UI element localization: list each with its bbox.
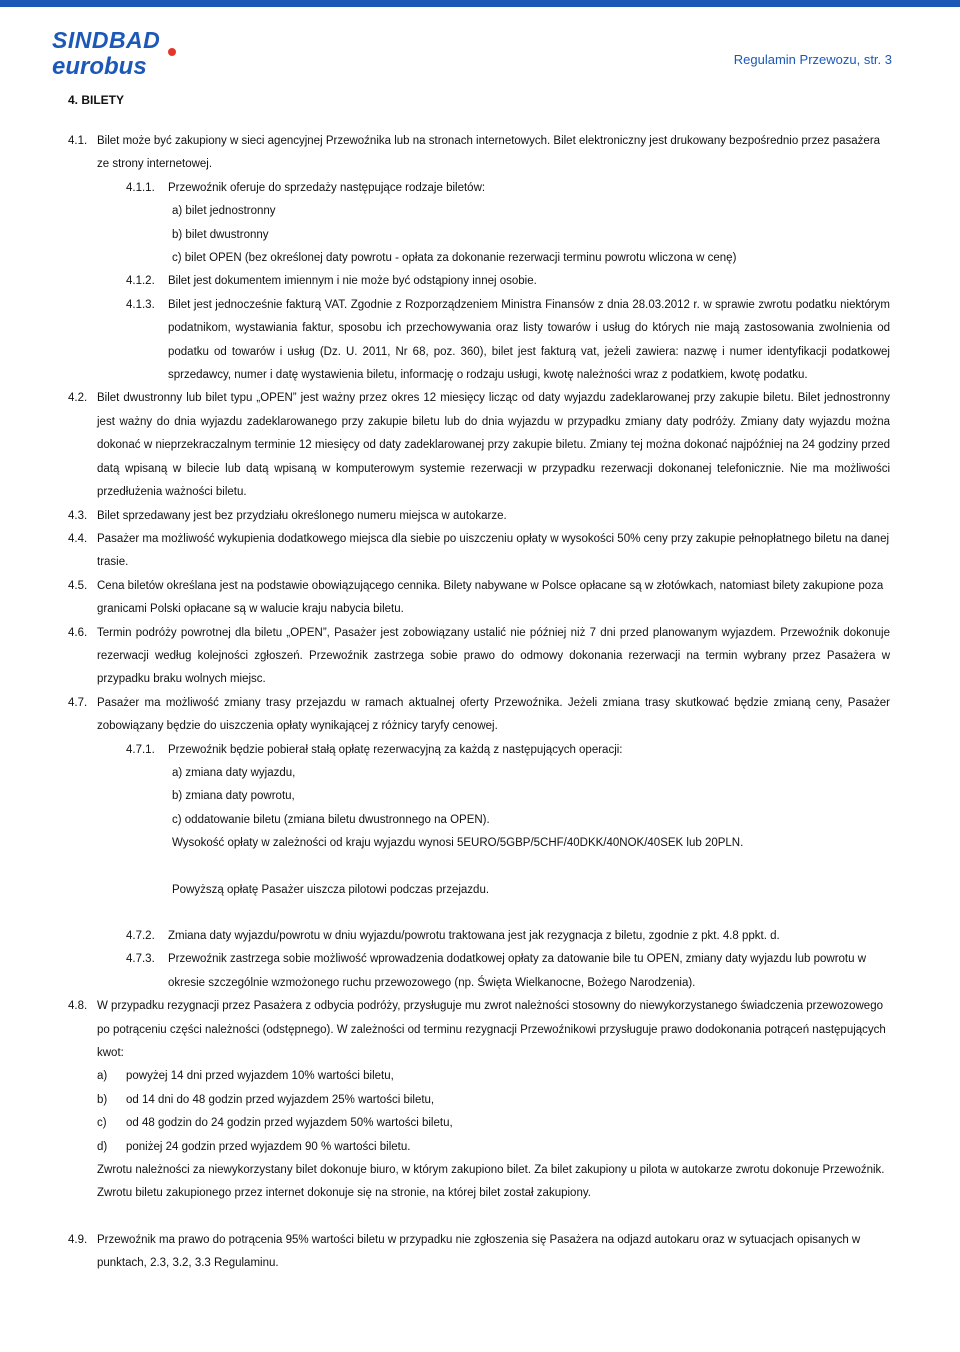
item-number: 4.1.1. xyxy=(126,181,155,194)
item-number: 4.7.3. xyxy=(126,953,155,966)
item-number: 4.5. xyxy=(68,579,88,592)
fee-payment-note: Powyższą opłatę Pasażer uiszcza pilotowi podczas przejazdu. xyxy=(172,883,490,896)
ticket-type-a: a) bilet jednostronny xyxy=(172,205,276,218)
logo-top-text: SINDBAD xyxy=(52,27,161,53)
item-4-1-1 xyxy=(0,177,960,200)
fee-operation-c: c) oddatowanie biletu (zmiana biletu dwustronnego na OPEN). xyxy=(172,813,490,826)
page-reference: Regulamin Przewozu, str. 3 xyxy=(733,52,892,67)
section-title: 4. BILETY xyxy=(68,93,125,107)
item-text: W przypadku rezygnacji przez Pasażera z odbycia podróży, przysługuje mu zwrot należności stosowny do niewykorzystanego świadczenia przewozowego po potrąceniu części należności (odstępnego). W zależności od terminu rezygnacji Przewoźnikowi przysługuje prawo dodokonania potrąceń następujących kwot: xyxy=(97,1000,886,1060)
item-4-7-2 xyxy=(0,925,960,948)
item-number: 4.7. xyxy=(68,696,88,709)
logo-dot-icon xyxy=(168,48,176,56)
item-4-4 xyxy=(0,528,960,575)
fee-operation-b: b) zmiana daty powrotu, xyxy=(172,790,295,803)
item-number: 4.1.2. xyxy=(126,275,155,288)
item-number: 4.1. xyxy=(68,135,88,147)
ticket-type-b: b) bilet dwustronny xyxy=(172,228,269,241)
item-text: Zmiana daty wyjazdu/powrotu w dniu wyjazdu/powrotu traktowana jest jak rezygnacja z biletu, zgodnie z pkt. 4.8 ppkt. d. xyxy=(168,930,780,942)
item-text: Przewoźnik zastrzega sobie możliwość wprowadzenia dodatkowej opłaty za datowanie bile tu OPEN, zmiany daty wyjazdu lub powrotu w okresie szczególnie wzmożonego ruchu przewozowego (np. Święta Wielkanocne, Bożego Narodzenia). xyxy=(168,953,867,989)
item-number: 4.7.1. xyxy=(126,743,155,756)
item-4-6 xyxy=(0,622,960,692)
deduction-c: c) od 48 godzin do 24 godzin przed wyjazdem 50% wartości biletu, xyxy=(97,1117,453,1130)
item-text: Przewoźnik ma prawo do potrącenia 95% wartości biletu w przypadku nie zgłoszenia się Pasażera na odjazd autokaru oraz w sytuacjach opisanych w punktach, 2.3, 3.2, 3.3 Regulaminu. xyxy=(97,1233,861,1270)
item-4-1-2 xyxy=(0,270,960,293)
item-number: 4.6. xyxy=(68,626,88,639)
item-number: 4.7.2. xyxy=(126,930,155,942)
item-4-3 xyxy=(0,505,960,528)
item-4-5 xyxy=(0,575,960,622)
item-4-7 xyxy=(0,692,960,739)
item-text: Przewoźnik oferuje do sprzedaży następujące rodzaje biletów: xyxy=(168,181,486,194)
item-text: Bilet dwustronny lub bilet typu „OPEN” jest ważny przez okres 12 miesięcy licząc od daty wyjazdu zadeklarowanej przy zakupie biletu. Bilet jednostronny jest ważny do dnia wyjazdu zadeklarowanego przy zakupie biletu lub do dnia wyjazdu w przypadku zmiany daty podróży. Zmiany daty wyjazdu można dokonać w nieprzekraczalnym terminie 12 miesięcy od daty zadeklarowanej przy zakupie biletu. Zmiany tej można dokonać najpóźniej na 24 godziny przed datą wpisaną w bilecie lub datą wpisaną w komputerowym systemie rezerwacji w przypadku rezerwacji dokonanej telefonicznie. Nie ma możliwości przedłużenia ważności biletu. xyxy=(97,392,890,499)
fee-operation-a: a) zmiana daty wyjazdu, xyxy=(172,766,296,779)
item-4-8 xyxy=(0,995,960,1065)
item-4-9 xyxy=(0,1229,960,1276)
item-number: 4.3. xyxy=(68,509,88,522)
item-number: 4.1.3. xyxy=(126,298,155,311)
item-4-7-3 xyxy=(0,948,960,995)
item-4-1-3 xyxy=(0,294,960,388)
item-number: 4.2. xyxy=(68,392,88,405)
regulation-body xyxy=(0,130,960,1276)
fee-amount: Wysokość opłaty w zależności od kraju wyjazdu wynosi 5EURO/5GBP/5CHF/40DKK/40NOK/40SEK lub 20PLN. xyxy=(172,837,744,850)
top-color-bar xyxy=(0,0,960,7)
item-text: Termin podróży powrotnej dla biletu „OPEN”, Pasażer jest zobowiązany ustalić nie później niż 7 dni przed planowanym wyjazdem. Przewoźnik dokonuje rezerwacji według kolejności zgłoszeń. Przewoźnik zastrzega sobie prawo do odmowy dokonania rezerwacji na termin wybrany przez Pasażera w przypadku braku wolnych miejsc. xyxy=(97,626,890,686)
item-text: Bilet jest jednocześnie fakturą VAT. Zgodnie z Rozporządzeniem Ministra Finansów z dnia 28.03.2012 r. w sprawie zwrotu podatku niektórym podatnikom, wystawiania faktur, sposobu ich przechowywania oraz listy towarów i usług do których nie mają zastosowania zwolnienia od podatku od towarów i usług (Dz. U. 2011, Nr 68, poz. 360), bilet jest fakturą vat, jeżeli zawiera: nazwę i numer identyfikacji podatkowej sprzedawcy, numer i datę wystawienia biletu, informację o rodzaju usługi, kwotę należności wraz z podatkiem, kwotę podatku. xyxy=(168,298,890,382)
deduction-d: d) poniżej 24 godzin przed wyjazdem 90 % wartości biletu. xyxy=(97,1140,411,1153)
item-text: Bilet jest dokumentem imiennym i nie może być odstąpiony innej osobie. xyxy=(168,275,537,288)
item-number: 4.8. xyxy=(68,1000,88,1013)
item-4-2 xyxy=(0,387,960,504)
refund-note: Zwrotu należności za niewykorzystany bilet dokonuje biuro, w którym zakupiono bilet. Za bilet zakupiony u pilota w autokarze zwrotu dokonuje Przewoźnik. Zwrotu biletu zakupionego przez internet dokonuje się na stronie, na której bilet został zakupiony. xyxy=(97,1164,885,1200)
item-4-1 xyxy=(0,130,960,177)
item-number: 4.9. xyxy=(68,1233,88,1246)
ticket-type-c: c) bilet OPEN (bez określonej daty powrotu - opłata za dokonanie rezerwacji terminu powrotu wliczona w cenę) xyxy=(172,252,737,265)
item-4-7-1 xyxy=(0,739,960,762)
logo-bottom-text: eurobus xyxy=(52,53,147,80)
item-text: Przewoźnik będzie pobierał stałą opłatę rezerwacyjną za każdą z następujących operacji: xyxy=(168,743,623,756)
item-text: Pasażer ma możliwość zmiany trasy przejazdu w ramach aktualnej oferty Przewoźnika. Jeżeli zmiana trasy skutkować będzie zmianą ceny, Pasażer zobowiązany będzie do uiszczenia opłaty wynikającej z różnicy taryfy cenowej. xyxy=(97,696,890,733)
deduction-a: a) powyżej 14 dni przed wyjazdem 10% wartości biletu, xyxy=(97,1070,394,1083)
item-text: Bilet sprzedawany jest bez przydziału określonego numeru miejsca w autokarze. xyxy=(97,509,507,522)
item-number: 4.4. xyxy=(68,532,88,545)
item-text: Cena biletów określana jest na podstawie obowiązującego cennika. Bilety nabywane w Polsce opłacane są w złotówkach, natomiast bilety zakupione poza granicami Polski opłacane są w walucie kraju nabycia biletu. xyxy=(97,579,884,616)
deduction-b: b) od 14 dni do 48 godzin przed wyjazdem 25% wartości biletu, xyxy=(97,1093,435,1106)
sindbad-eurobus-logo xyxy=(50,26,190,80)
item-text: Bilet może być zakupiony w sieci agencyjnej Przewoźnika lub na stronach internetowych. Bilet elektroniczny jest drukowany bezpośrednio przez pasażera ze strony internetowej. xyxy=(97,135,881,171)
item-text: Pasażer ma możliwość wykupienia dodatkowego miejsca dla siebie po uiszczeniu opłaty w wysokości 50% ceny przy zakupie pełnopłatnego biletu na danej trasie. xyxy=(97,532,890,569)
